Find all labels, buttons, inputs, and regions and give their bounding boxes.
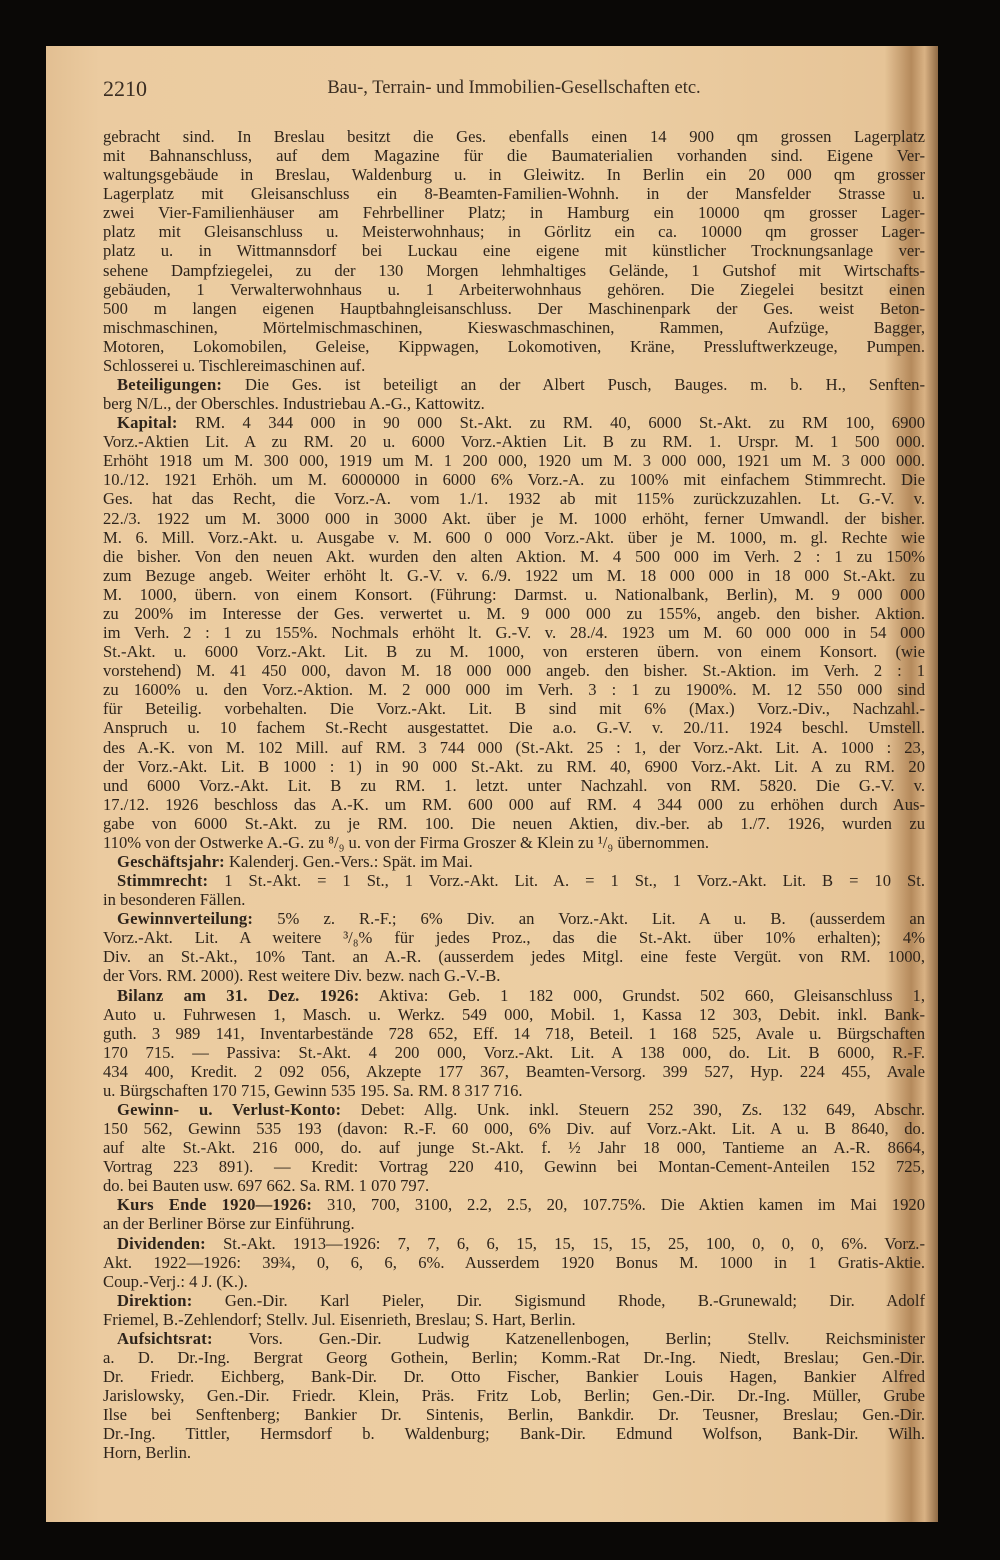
section-label: Direktion: xyxy=(117,1290,193,1310)
line-text: 22./3. 1922 um M. 3000 000 in 3000 Akt. über je M. 1000 erhöht, ferner Umwandl. der bisher. xyxy=(103,508,925,528)
text-line xyxy=(103,757,925,776)
section-label: Kurs Ende 1920—1926: xyxy=(117,1195,313,1215)
line-text: 10./12. 1921 Erhöh. um M. 6000000 in 6000 6% Vorz.-A. zu 100% mit einfachem Stimmrecht. Die xyxy=(103,470,925,490)
line-text: Horn, Berlin. xyxy=(103,1443,192,1463)
text-line xyxy=(103,394,925,413)
line-text: gabe von 6000 St.-Akt. zu je RM. 100. Die neuen Aktien, div.-ber. ab 1./7. 1926, wurden zu xyxy=(103,813,925,833)
section-label: Geschäftsjahr: xyxy=(117,851,225,871)
line-text: Anspruch u. 10 fachem St.-Recht ausgestattet. Die a.o. G.-V. v. 20./11. 1924 beschl. Umstell. xyxy=(103,718,925,738)
text-line xyxy=(103,1310,925,1329)
line-text: des A.-K. von M. 102 Mill. auf RM. 3 744 000 (St.-Akt. 25 : 1, der Vorz.-Akt. Lit. A. 1000 : 23, xyxy=(103,737,925,757)
line-text: Vorz.-Akt. Lit. A weitere ³/₈% für jedes Proz., das die St.-Akt. über 10% erhalten); 4% xyxy=(103,928,925,948)
text-line xyxy=(103,604,925,623)
line-text: Dr. Friedr. Eichberg, Bank-Dir. Dr. Otto Fischer, Bankier Louis Hagen, Bankier Alfred xyxy=(103,1367,925,1387)
line-text: 434 400, Kredit. 2 092 056, Akzepte 177 367, Beamten-Versorg. 399 527, Hyp. 224 455, Avale xyxy=(103,1061,925,1081)
text-line xyxy=(103,776,925,795)
line-text: zum Bezuge angeb. Weiter erhöht lt. G.-V. v. 6./9. 1922 um M. 18 000 000 in 18 000 St.-Akt. zu xyxy=(103,565,925,585)
text-line xyxy=(103,1119,925,1138)
text-line xyxy=(103,1272,925,1291)
text-line xyxy=(103,1386,925,1405)
text-line xyxy=(103,470,925,489)
text-line xyxy=(103,699,925,718)
text-line xyxy=(103,833,925,852)
line-text: die bisher. Von den neuen Akt. wurden den alten Aktion. M. 4 500 000 im Verh. 2 : 1 zu 150% xyxy=(103,546,925,566)
line-text: Motoren, Lokomobilen, Geleise, Kippwagen, Lokomotiven, Kräne, Pressluftwerkzeuge, Pumpen. xyxy=(103,336,925,356)
line-text: u. Bürgschaften 170 715, Gewinn 535 195. Sa. RM. 8 317 716. xyxy=(103,1080,523,1100)
running-title: Bau-, Terrain- und Immobilien-Gesellschaften etc. xyxy=(327,78,701,98)
line-text: Ges. hat das Recht, die Vorz.-A. vom 1./1. 1932 ab mit 115% zurückzuzahlen. Lt. G.-V. v. xyxy=(103,489,925,509)
text-line xyxy=(103,337,925,356)
line-text: auf alte St.-Akt. 216 000, do. auf junge St.-Akt. f. ½ Jahr 18 000, Tantieme an A.-R. 8664, xyxy=(103,1138,925,1158)
text-line xyxy=(103,547,925,566)
line-text: 17./12. 1926 beschloss das A.-K. um RM. 600 000 auf RM. 4 344 000 zu erhöhen durch Aus- xyxy=(103,794,925,814)
text-line xyxy=(103,642,925,661)
line-text: der Vors. RM. 2000). Rest weitere Div. bezw. nach G.-V.-B. xyxy=(103,966,501,986)
text-line xyxy=(103,928,925,947)
line-text: 500 m langen eigenen Hauptbahngleisanschluss. Der Maschinenpark der Ges. weist Beton- xyxy=(103,298,925,318)
line-text: gebracht sind. In Breslau besitzt die Ges. ebenfalls einen 14 900 qm grossen Lagerplatz xyxy=(103,127,925,146)
text-line xyxy=(103,146,925,165)
line-text: Schlosserei u. Tischlereimaschinen auf. xyxy=(103,355,366,375)
line-text: Vortrag 223 891). — Kredit: Vortrag 220 410, Gewinn bei Montan-Cement-Anteilen 152 725, xyxy=(103,1157,925,1177)
line-text: Akt. 1922—1926: 39¾, 0, 6, 6, 6%. Ausserdem 1920 Bonus M. 1000 in 1 Gratis-Aktie. xyxy=(103,1252,925,1272)
text-line xyxy=(103,661,925,680)
line-text: berg N/L., der Oberschles. Industriebau A.-G., Kattowitz. xyxy=(103,394,485,414)
section-label: Stimmrecht: xyxy=(117,871,209,891)
text-line xyxy=(103,1138,925,1157)
line-text: sehene Dampfziegelei, zu der 130 Morgen lehmhaltiges Gelände, 1 Gutshof mit Wirtschafts- xyxy=(103,260,925,280)
text-line xyxy=(103,528,925,547)
line-text: vorstehend) M. 41 450 000, davon M. 18 000 000 angeb. den bisher. St.-Aktion. im Verh. 2 : 1 xyxy=(103,661,925,681)
line-text: 1 St.-Akt. = 1 St., 1 Vorz.-Akt. Lit. A. = 1 St., 1 Vorz.-Akt. Lit. B = 10 St. xyxy=(224,871,925,891)
text-line xyxy=(103,623,925,642)
line-text: Aktiva: Geb. 1 182 000, Grundst. 502 660, Gleisanschluss 1, xyxy=(378,985,925,1005)
line-text: Friemel, B.-Zehlendorf; Stellv. Jul. Eisenrieth, Breslau; S. Hart, Berlin. xyxy=(103,1309,576,1329)
text-line xyxy=(103,738,925,757)
text-line xyxy=(103,1157,925,1176)
line-text: St.-Akt. u. 6000 Vorz.-Akt. Lit. B zu M. 1000, von ersteren übern. von einem Konsort. (wie xyxy=(103,642,925,662)
line-text: für Beteilig. vorbehalten. Die Vorz.-Akt. Lit. B sind mit 6% (Max.) Vorz.-Div., Nachzahl.- xyxy=(103,699,925,719)
text-line xyxy=(103,1005,925,1024)
text-line xyxy=(103,222,925,241)
text-line xyxy=(103,986,925,1005)
text-line xyxy=(103,1176,925,1195)
line-text: 110% von der Ostwerke A.-G. zu ⁸/₉ u. von der Firma Groszer & Klein zu ¹/₉ übernommen. xyxy=(103,832,710,852)
line-text: Erhöht 1918 um M. 300 000, 1919 um M. 1 200 000, 1920 um M. 3 000 000, 1921 um M. 3 000 000. xyxy=(103,451,925,471)
page-body xyxy=(103,127,925,1462)
text-line xyxy=(103,718,925,737)
section-label: Gewinnverteilung: xyxy=(117,909,254,929)
text-line xyxy=(103,1043,925,1062)
text-line xyxy=(103,261,925,280)
text-line xyxy=(103,318,925,337)
text-line xyxy=(103,1291,925,1310)
text-line xyxy=(103,1405,925,1424)
line-text: a. D. Dr.-Ing. Bergrat Georg Gothein, Berlin; Komm.-Rat Dr.-Ing. Niedt, Breslau; Gen.-Dir. xyxy=(103,1348,925,1367)
page-number: 2210 xyxy=(103,76,147,101)
line-text: Gen.-Dir. Karl Pieler, Dir. Sigismund Rhode, B.-Grunewald; Dir. Adolf xyxy=(224,1290,925,1310)
line-text: do. bei Bauten usw. 697 662. Sa. RM. 1 070 797. xyxy=(103,1176,430,1196)
line-text: M. 6. Mill. Vorz.-Akt. u. Ausgabe v. M. 600 0 000 Vorz.-Akt. über je M. 1000, m. gl. Rechte wie xyxy=(103,527,925,547)
line-text: waltungsgebäude in Breslau, Waldenburg u. in Gleiwitz. In Berlin ein 20 000 qm grosser xyxy=(103,165,925,185)
line-text: im Verh. 2 : 1 zu 155%. Nochmals erhöht lt. G.-V. v. 28./4. 1923 um M. 60 000 000 in 54 000 xyxy=(103,623,925,643)
section-label: Kapital: xyxy=(117,413,178,433)
text-line xyxy=(103,890,925,909)
text-line xyxy=(103,451,925,470)
text-line xyxy=(103,1329,925,1348)
text-line xyxy=(103,184,925,203)
line-text: St.-Akt. 1913—1926: 7, 7, 6, 6, 15, 15, 15, 15, 25, 100, 0, 0, 0, 6%. Vorz.- xyxy=(223,1233,925,1253)
line-text: der Vorz.-Akt. Lit. B 1000 : 1) in 90 000 St.-Akt. zu RM. 40, 6900 Vorz.-Akt. Lit. A zu RM. 20 xyxy=(103,756,925,776)
line-text: Die Ges. ist beteiligt an der Albert Pusch, Bauges. m. b. H., Senften- xyxy=(245,375,925,395)
text-line xyxy=(103,909,925,928)
line-text: Debet: Allg. Unk. inkl. Steuern 252 390, Zs. 132 649, Abschr. xyxy=(360,1099,926,1119)
text-line xyxy=(103,1195,925,1214)
text-line xyxy=(103,165,925,184)
page-header xyxy=(103,76,925,102)
text-line xyxy=(103,1081,925,1100)
text-line xyxy=(103,1424,925,1443)
line-text: RM. 4 344 000 in 90 000 St.-Akt. zu RM. 40, 6000 St.-Akt. zu RM 100, 6900 xyxy=(195,413,925,433)
text-line xyxy=(103,947,925,966)
text-line xyxy=(103,1443,925,1462)
text-line xyxy=(103,509,925,528)
text-line xyxy=(103,127,925,146)
line-text: zwei Vier-Familienhäuser am Fehrbelliner Platz; in Hamburg ein 10000 qm grosser Lager- xyxy=(103,203,925,223)
text-line xyxy=(103,566,925,585)
section-label: Beteiligungen: xyxy=(117,375,223,395)
line-text: Div. an St.-Akt., 10% Tant. an A.-R. (ausserdem jedes Mitgl. eine feste Vergüt. von RM. 1000, xyxy=(103,947,925,967)
text-line xyxy=(103,280,925,299)
section-label: Aufsichtsrat: xyxy=(117,1328,213,1348)
text-line xyxy=(103,413,925,432)
text-line xyxy=(103,489,925,508)
text-line xyxy=(103,852,925,871)
text-line xyxy=(103,966,925,985)
text-line xyxy=(103,1024,925,1043)
line-text: Vors. Gen.-Dir. Ludwig Katzenellenbogen, Berlin; Stellv. Reichsminister xyxy=(248,1328,925,1348)
text-line xyxy=(103,203,925,222)
line-text: Ilse bei Senftenberg; Bankier Dr. Sintenis, Berlin, Bankdir. Dr. Teusner, Breslau; Gen.-Dir. xyxy=(103,1405,925,1425)
text-line xyxy=(103,1234,925,1253)
text-line xyxy=(103,1214,925,1233)
line-text: 310, 700, 3100, 2.2, 2.5, 20, 107.75%. Die Aktien kamen im Mai 1920 xyxy=(327,1195,925,1215)
line-text: und 6000 Vorz.-Akt. Lit. B zu RM. 1. letzt. unter Nachzahl. von RM. 5820. Die G.-V. v. xyxy=(103,775,925,795)
line-text: gebäuden, 1 Verwalterwohnhaus u. 1 Arbeiterwohnhaus gehören. Die Ziegelei besitzt einen xyxy=(103,279,925,299)
line-text: zu 200% im Interesse der Ges. verwertet u. M. 9 000 000 zu 155%, angeb. den bisher. Aktion. xyxy=(103,603,925,623)
line-text: guth. 3 989 141, Inventarbestände 728 652, Eff. 14 718, Beteil. 1 168 525, Avale u. Bürgschaften xyxy=(103,1023,925,1043)
text-line xyxy=(103,680,925,699)
text-line xyxy=(103,1348,925,1367)
text-line xyxy=(103,241,925,260)
text-line xyxy=(103,356,925,375)
line-text: an der Berliner Börse zur Einführung. xyxy=(103,1214,355,1234)
line-text: platz u. in Wittmannsdorf bei Luckau eine eigene mit künstlicher Trocknungsanlage ver- xyxy=(103,241,925,261)
text-line xyxy=(103,871,925,890)
text-line xyxy=(103,432,925,451)
text-line xyxy=(103,299,925,318)
line-text: in besonderen Fällen. xyxy=(103,890,246,910)
text-line xyxy=(103,795,925,814)
text-line xyxy=(103,1253,925,1272)
line-text: Dr.-Ing. Tittler, Hermsdorf b. Waldenburg; Bank-Dir. Edmund Wolfson, Bank-Dir. Wilh. xyxy=(103,1424,925,1444)
line-text: platz mit Gleisanschluss u. Meisterwohnhaus; in Görlitz ein ca. 10000 qm grosser Lager- xyxy=(103,222,925,242)
text-line xyxy=(103,1062,925,1081)
line-text: zu 1600% u. den Vorz.-Aktion. M. 2 000 000 im Verh. 3 : 1 zu 1900%. M. 12 550 000 sind xyxy=(103,680,925,700)
text-line xyxy=(103,814,925,833)
line-text: M. 1000, übern. von einem Konsort. (Führung: Darmst. u. Nationalbank, Berlin), M. 9 000 000 xyxy=(103,584,925,604)
line-text: mit Bahnanschluss, auf dem Magazine für die Baumaterialien vorhanden sind. Eigene Ver- xyxy=(103,146,925,166)
text-line xyxy=(103,375,925,394)
line-text: 5% z. R.-F.; 6% Div. an Vorz.-Akt. Lit. A u. B. (ausserdem an xyxy=(277,909,926,929)
section-label: Dividenden: xyxy=(117,1233,206,1253)
text-line xyxy=(103,585,925,604)
line-text: 150 562, Gewinn 535 193 (davon: R.-F. 60 000, 6% Div. auf Vorz.-Akt. Lit. A u. B 8640, do. xyxy=(103,1119,925,1139)
line-text: Vorz.-Aktien Lit. A zu RM. 20 u. 6000 Vorz.-Aktien Lit. B zu RM. 1. Urspr. M. 1 500 000. xyxy=(103,432,925,452)
line-text: Coup.-Verj.: 4 J. (K.). xyxy=(103,1271,248,1291)
line-text: mischmaschinen, Mörtelmischmaschinen, Kieswaschmaschinen, Rammen, Aufzüge, Bagger, xyxy=(103,317,925,337)
line-text: Lagerplatz mit Gleisanschluss ein 8-Beamten-Familien-Wohnh. in der Mansfelder Strasse u. xyxy=(103,184,925,204)
section-label: Gewinn- u. Verlust-Konto: xyxy=(117,1099,342,1119)
line-text: Jarislowsky, Gen.-Dir. Friedr. Klein, Präs. Fritz Lob, Berlin; Gen.-Dir. Dr.-Ing. Müller, Grube xyxy=(103,1386,925,1406)
line-text: Kalenderj. Gen.-Vers.: Spät. im Mai. xyxy=(229,851,473,871)
line-text: 170 715. — Passiva: St.-Akt. 4 200 000, Vorz.-Akt. Lit. A 138 000, do. Lit. B 6000, R.-F. xyxy=(103,1042,925,1062)
text-line xyxy=(103,1100,925,1119)
text-line xyxy=(103,1367,925,1386)
section-label: Bilanz am 31. Dez. 1926: xyxy=(117,985,360,1005)
line-text: Auto u. Fuhrwesen 1, Masch. u. Werkz. 549 000, Mobil. 1, Kassa 12 303, Debit. inkl. Bank- xyxy=(103,1004,925,1024)
